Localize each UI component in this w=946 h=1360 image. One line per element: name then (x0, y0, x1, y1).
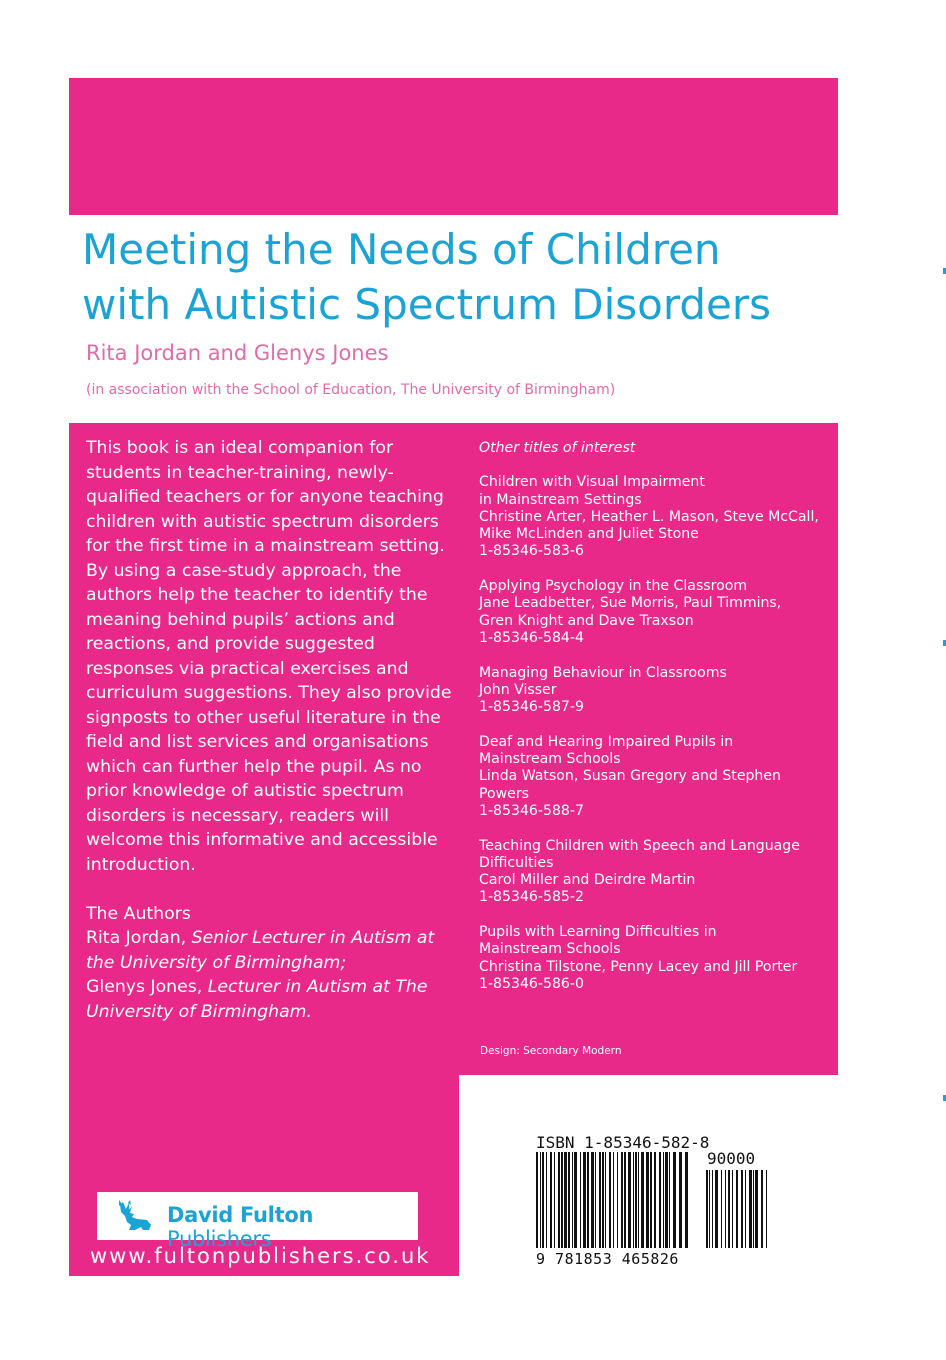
book-title (82, 222, 842, 332)
barcode-bar (574, 1152, 577, 1248)
entry-isbn: 1-85346-585-2 (479, 889, 584, 906)
author1-role: Senior Lecturer in Autism at the University of Birmingham; (86, 928, 435, 973)
entry-authors: Christine Arter, Heather L. Mason, Steve McCall, Mike McLinden and Juliet Stone (479, 508, 819, 543)
blurb-column (86, 436, 466, 1024)
entry-title: Pupils with Learning Difficulties in Mainstream Schools (479, 924, 717, 958)
entry-isbn: 1-85346-587-9 (479, 699, 584, 716)
barcode-bar (665, 1152, 668, 1248)
title-line-2: with Autistic Spectrum Disorders (82, 280, 772, 329)
barcode (536, 1152, 772, 1250)
barcode-bar (602, 1152, 604, 1248)
barcode-bar (709, 1170, 710, 1248)
title-entry (479, 924, 829, 993)
design-credit: Design: Secondary Modern (480, 1045, 622, 1057)
barcode-bar (663, 1152, 664, 1248)
about-authors (86, 902, 466, 1025)
title-entry (479, 578, 829, 647)
barcode-bar (599, 1152, 601, 1248)
entry-title: Deaf and Hearing Impaired Pupils in Mainstream Schools (479, 733, 734, 768)
entry-authors: John Visser (479, 681, 557, 698)
title-line-1: Meeting the Needs of Children (82, 225, 721, 274)
publisher-website: www.fultonpublishers.co.uk (90, 1244, 431, 1268)
publisher-logo (97, 1192, 418, 1251)
author2-name: Glenys Jones, (86, 977, 203, 997)
barcode-bar (554, 1152, 555, 1248)
deer-icon (117, 1200, 161, 1232)
barcode-bar (621, 1152, 623, 1248)
barcode-bar (536, 1152, 538, 1248)
top-color-band (69, 78, 838, 215)
entry-authors: Linda Watson, Susan Gregory and Stephen Powers (479, 768, 781, 802)
entry-authors: Jane Leadbetter, Sue Morris, Paul Timmins, Gren Knight and Dave Traxson (479, 595, 782, 629)
barcode-bar (561, 1152, 563, 1248)
entry-authors: Christina Tilstone, Penny Lacey and Jill Porter (479, 958, 798, 975)
entry-isbn: 1-85346-584-4 (479, 629, 584, 646)
entry-title: Applying Psychology in the Classroom (479, 578, 748, 595)
isbn-label: ISBN 1-85346-582-8 (536, 1133, 710, 1152)
title-entry (479, 734, 829, 820)
author1-name: Rita Jordan, (86, 928, 187, 948)
barcode-digits: 9 781853 465826 (536, 1250, 679, 1268)
publisher-name: David Fulton (167, 1203, 314, 1227)
barcode-bar (613, 1152, 614, 1248)
barcode-bar (605, 1152, 606, 1248)
entry-title: Teaching Children with Speech and Language Difficulties (479, 837, 800, 871)
barcode-bar (732, 1170, 733, 1248)
barcode-bar (755, 1170, 758, 1248)
barcode-bar (641, 1152, 644, 1248)
barcode-bar (572, 1152, 573, 1248)
barcode-bar (725, 1170, 726, 1248)
barcode-bar (673, 1152, 676, 1248)
publisher-suffix: Publishers (167, 1227, 272, 1251)
title-entry (479, 474, 829, 560)
barcode-bar (633, 1152, 634, 1248)
barcode-bar (638, 1152, 639, 1248)
barcode-bar (745, 1170, 746, 1248)
barcode-bar (542, 1152, 544, 1248)
barcode-bar (617, 1152, 618, 1248)
barcode-bar (609, 1152, 611, 1248)
barcode-bar (712, 1170, 713, 1248)
barcode-bar (564, 1152, 567, 1248)
barcode-bar (546, 1152, 547, 1248)
entry-authors: Carol Miller and Deirdre Martin (479, 872, 696, 889)
barcode-bar (736, 1170, 738, 1248)
barcode-bar (669, 1152, 670, 1248)
barcode-bar (728, 1170, 730, 1248)
barcode-bar (646, 1152, 649, 1248)
entry-isbn: 1-85346-588-7 (479, 802, 584, 819)
barcode-bar (741, 1170, 743, 1248)
barcode-bar (635, 1152, 637, 1248)
blurb-text: This book is an ideal companion for students in teacher-training, newly-qualified teachers or for anyone teaching children with autistic spectrum disorders for the first time in a mainstream setting. By using a case-study approach, the authors help the teacher to identify the meaning behind pupils’ actions and reactions, and provide suggested responses via practical exercises and curriculum suggestions. They also provide signposts to other useful literature in the field and list services and organisations which can further help the pupil. As no prior knowledge of autistic spectrum disorders is necessary, readers will welcome this informative and accessible introduction. (86, 438, 452, 875)
other-titles (479, 440, 829, 1011)
barcode-bar (624, 1152, 626, 1248)
author2-role: Lecturer in Autism at The University of Birmingham. (86, 977, 428, 1022)
entry-isbn: 1-85346-583-6 (479, 543, 584, 560)
barcode-bar (766, 1170, 767, 1248)
barcode-bar (587, 1152, 589, 1248)
barcode-bar (761, 1170, 763, 1248)
barcode-bar (650, 1152, 652, 1248)
barcode-bar (550, 1152, 552, 1248)
barcode-bar (628, 1152, 631, 1248)
barcode-bar (659, 1152, 661, 1248)
barcode-bar (715, 1170, 718, 1248)
association-note: (in association with the School of Education, The University of Birmingham) (86, 382, 616, 398)
book-authors: Rita Jordan and Glenys Jones (86, 341, 389, 365)
price-code: 90000 (707, 1149, 756, 1168)
entry-isbn: 1-85346-586-0 (479, 975, 584, 992)
title-entry (479, 665, 829, 717)
barcode-bar (558, 1152, 560, 1248)
entry-title: Children with Visual Impairment in Mainstream Settings (479, 474, 705, 508)
barcode-bar (706, 1170, 708, 1248)
barcode-bar (679, 1152, 682, 1248)
barcode-bar (540, 1152, 541, 1248)
barcode-bar (595, 1152, 596, 1248)
barcode-bar (685, 1152, 688, 1248)
about-authors-heading: The Authors (86, 903, 191, 924)
barcode-bar (654, 1152, 656, 1248)
barcode-bar (749, 1170, 752, 1248)
title-entry (479, 838, 829, 907)
barcode-bar (721, 1170, 722, 1248)
barcode-bar (753, 1170, 754, 1248)
other-titles-heading: Other titles of interest (479, 440, 636, 456)
entry-title: Managing Behaviour in Classrooms (479, 664, 727, 681)
barcode-bar (591, 1152, 594, 1248)
barcode-bar (580, 1152, 581, 1248)
barcode-bar (583, 1152, 586, 1248)
barcode-bar (568, 1152, 570, 1248)
